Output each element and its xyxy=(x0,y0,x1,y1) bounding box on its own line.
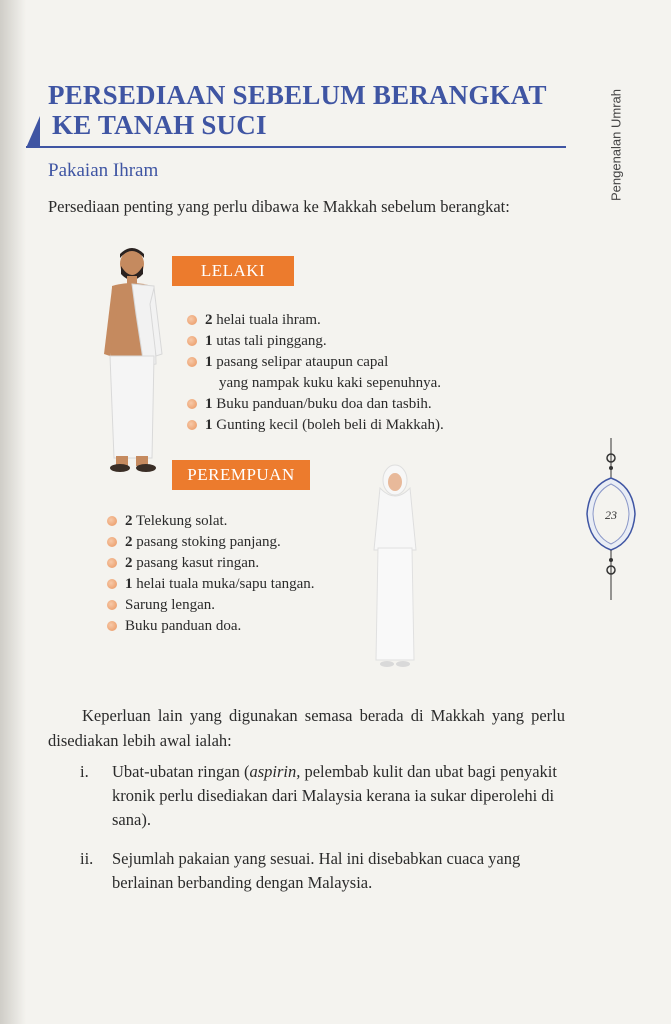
list-item xyxy=(48,847,565,895)
chapter-title-line2: KE TANAH SUCI xyxy=(52,110,267,140)
item-text: helai tuala muka/sapu tangan. xyxy=(132,576,315,592)
item-count: 1 xyxy=(205,354,213,370)
bullet-icon xyxy=(187,336,197,346)
item-text: Buku panduan doa. xyxy=(125,618,242,634)
list-item xyxy=(105,616,365,637)
item-text: pasang stoking panjang. xyxy=(132,534,281,550)
item-count: 1 xyxy=(125,576,133,592)
chapter-title xyxy=(48,80,568,140)
male-tag: LELAKI xyxy=(172,256,294,286)
bullet-icon xyxy=(107,516,117,526)
list-item xyxy=(105,511,365,532)
item-text: Telekung solat. xyxy=(132,513,228,529)
side-running-header xyxy=(596,70,636,220)
item-count: 2 xyxy=(205,312,213,328)
bullet-icon xyxy=(187,399,197,409)
female-tag: PEREMPUAN xyxy=(172,460,310,490)
item-text: Gunting kecil (boleh beli di Makkah). xyxy=(212,417,444,433)
list-item xyxy=(185,415,525,436)
item-text: Ubat-ubatan ringan ( xyxy=(112,762,250,781)
bullet-icon xyxy=(107,621,117,631)
list-item xyxy=(48,760,565,832)
bullet-icon xyxy=(107,579,117,589)
bullet-icon xyxy=(187,420,197,430)
body-paragraph: Keperluan lain yang digunakan semasa berada di Makkah yang perlu disediakan lebih awal ialah: xyxy=(48,706,565,750)
list-item xyxy=(185,394,525,415)
item-count: 2 xyxy=(125,555,133,571)
item-count: 2 xyxy=(125,513,133,529)
page-number-medallion xyxy=(583,438,639,600)
item-text-rest: pelembab kulit dan ubat bagi penyakit kronik perlu disediakan dari Malaysia kerana ia sukar diperolehi di sana). xyxy=(112,762,557,829)
title-notch-decoration xyxy=(26,116,40,148)
item-text: pasang kasut ringan. xyxy=(132,555,260,571)
woman-telekung-illustration xyxy=(370,460,420,670)
list-item xyxy=(185,352,525,394)
list-item xyxy=(105,532,365,553)
list-number: ii. xyxy=(80,849,94,868)
chapter-title-line1: PERSEDIAAN SEBELUM BERANGKAT xyxy=(48,80,547,110)
page-gutter-shadow xyxy=(0,0,26,1024)
list-item xyxy=(105,553,365,574)
male-items-list xyxy=(185,310,525,436)
item-count: 1 xyxy=(205,333,213,349)
bullet-icon xyxy=(107,537,117,547)
item-text: utas tali pinggang. xyxy=(212,333,327,349)
item-text: Buku panduan/buku doa dan tasbih. xyxy=(212,396,432,412)
item-text: Sejumlah pakaian yang sesuai. Hal ini disebabkan cuaca yang berlainan berbanding dengan Malaysia. xyxy=(112,849,521,892)
page-number: 23 xyxy=(605,508,617,522)
title-underline xyxy=(26,146,566,148)
list-item xyxy=(105,595,365,616)
bullet-icon xyxy=(187,315,197,325)
item-text-continued: yang nampak kuku kaki sepenuhnya. xyxy=(219,375,442,391)
female-items-list xyxy=(105,511,365,637)
intro-paragraph: Persediaan penting yang perlu dibawa ke Makkah sebelum berangkat: xyxy=(48,197,510,216)
item-count: 1 xyxy=(205,417,213,433)
list-number: i. xyxy=(80,762,89,781)
bullet-icon xyxy=(107,558,117,568)
item-text: pasang selipar ataupun capal xyxy=(212,354,389,370)
side-running-header-text: Pengenalan Umrah xyxy=(608,88,624,202)
list-item xyxy=(105,574,365,595)
list-item xyxy=(185,310,525,331)
bullet-icon xyxy=(187,357,197,367)
item-count: 2 xyxy=(125,534,133,550)
bullet-icon xyxy=(107,600,117,610)
man-ihram-illustration xyxy=(92,244,172,476)
list-item xyxy=(185,331,525,352)
numbered-list xyxy=(48,760,565,910)
item-count: 1 xyxy=(205,396,213,412)
item-text: Sarung lengan. xyxy=(125,597,215,613)
item-text-italic: aspirin, xyxy=(249,762,301,781)
item-text: helai tuala ihram. xyxy=(212,312,321,328)
section-heading: Pakaian Ihram xyxy=(48,160,159,181)
